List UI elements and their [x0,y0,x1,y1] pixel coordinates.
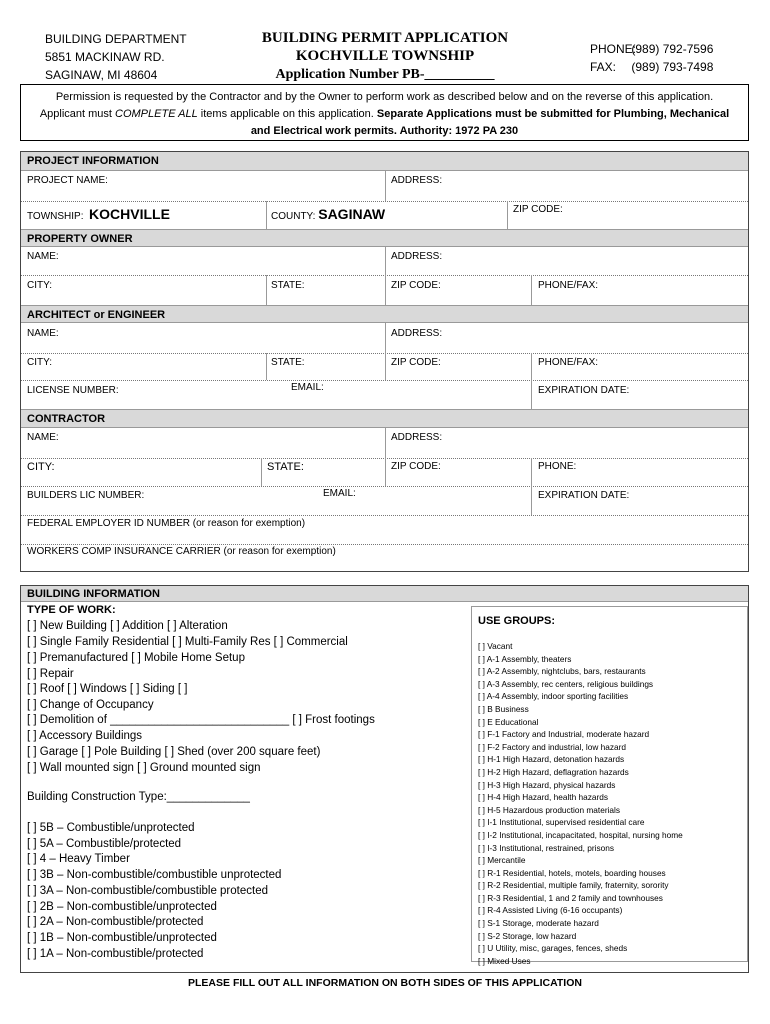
township-value: KOCHVILLE [89,206,170,222]
use-group-option[interactable]: [ ] S-1 Storage, moderate hazard [478,918,599,929]
project-heading: PROJECT INFORMATION [21,152,748,171]
owner-city-field[interactable]: CITY: [27,280,53,291]
use-group-option[interactable]: [ ] S-2 Storage, low hazard [478,930,577,941]
use-group-option[interactable]: [ ] F-1 Factory and Industrial, moderate hazard [478,729,650,740]
building-heading: BUILDING INFORMATION [21,586,748,602]
building-info-section [20,585,749,973]
fax-number: (989) 793-7498 [631,60,714,74]
construction-type-option[interactable]: [ ] 2B – Non-combustible/unprotected [27,901,217,913]
architect-license-field[interactable]: LICENSE NUMBER: [27,385,119,396]
architect-email-field[interactable]: EMAIL: [291,382,324,393]
workers-comp-field[interactable]: WORKERS COMP INSURANCE CARRIER (or reason for exemption) [27,546,336,557]
construction-type-option[interactable]: [ ] 3A – Non-combustible/combustible protected [27,885,268,897]
form-title: BUILDING PERMIT APPLICATION [261,30,509,46]
use-group-option[interactable]: [ ] I-2 Institutional, incapacitated, hospital, nursing home [478,829,683,840]
owner-zip-field[interactable]: ZIP CODE: [391,280,441,291]
construction-type-option[interactable]: [ ] 4 – Heavy Timber [27,853,130,865]
contractor-email-field[interactable]: EMAIL: [323,488,356,499]
contractor-heading: CONTRACTOR [21,409,748,428]
phone-number: (989) 792-7596 [631,42,714,56]
dept-street: 5851 MACKINAW RD. [45,50,165,64]
form-title-block [240,29,530,85]
use-group-option[interactable]: [ ] E Educational [478,716,539,727]
use-group-option[interactable]: [ ] H-5 Hazardous production materials [478,804,621,815]
project-name-field[interactable]: PROJECT NAME: [27,175,108,186]
construction-type-option[interactable]: [ ] 1A – Non-combustible/protected [27,948,204,960]
applicant-info-section [20,151,749,572]
use-group-option[interactable]: [ ] A-3 Assembly, rec centers, religious buildings [478,678,654,689]
fein-field[interactable]: FEDERAL EMPLOYER ID NUMBER (or reason for exemption) [27,518,306,529]
use-group-option[interactable]: [ ] Vacant [478,641,513,651]
permission-statement [20,84,749,141]
permission-text: items applicable on this application. [197,108,377,120]
footer-notice: PLEASE FILL OUT ALL INFORMATION ON BOTH SIDES OF THIS APPLICATION [188,977,582,989]
dept-name: BUILDING DEPARTMENT [45,32,187,46]
architect-zip-field[interactable]: ZIP CODE: [391,357,441,368]
work-option-line[interactable]: [ ] Roof [ ] Windows [ ] Siding [ ] [27,683,188,695]
work-option-line[interactable]: [ ] Single Family Residential [ ] Multi-Family Res [ ] Commercial [27,636,348,648]
architect-heading: ARCHITECT or ENGINEER [21,305,748,323]
use-group-option[interactable]: [ ] F-2 Factory and industrial, low hazard [478,741,627,752]
architect-address-field[interactable]: ADDRESS: [391,328,443,339]
use-group-option[interactable]: [ ] B Business [478,703,529,714]
county-value: SAGINAW [318,206,386,222]
type-of-work-label: TYPE OF WORK: [27,604,116,616]
use-group-option[interactable]: [ ] R-4 Assisted Living (6-16 occupants) [478,905,623,916]
contractor-phone-field[interactable]: PHONE: [538,461,577,472]
use-group-option[interactable]: [ ] R-2 Residential, multiple family, fraternity, sorority [478,880,669,891]
construction-type-option[interactable]: [ ] 5B – Combustible/unprotected [27,822,195,834]
work-option-line[interactable]: [ ] Demolition of ____________________________ [ ] Frost footings [27,714,375,726]
use-group-option[interactable]: [ ] H-2 High Hazard, deflagration hazards [478,766,629,777]
township-label: TOWNSHIP: [27,211,84,222]
contractor-state-field[interactable]: STATE: [267,461,304,473]
contractor-city-field[interactable]: CITY: [27,461,55,473]
architect-state-field[interactable]: STATE: [271,357,305,368]
phone-label: PHONE: [590,42,637,56]
use-group-option[interactable]: [ ] I-1 Institutional, supervised residential care [478,817,645,828]
owner-address-field[interactable]: ADDRESS: [391,251,443,262]
use-group-option[interactable]: [ ] R-3 Residential, 1 and 2 family and townhouses [478,892,663,903]
permission-bold: Separate Applications must be submitted for Plumbing, Mechanical [376,108,730,120]
contractor-name-field[interactable]: NAME: [27,432,59,443]
construction-type-option[interactable]: [ ] 2A – Non-combustible/protected [27,916,204,928]
permission-line-1: Permission is requested by the Contractor and by the Owner to perform work as described below and on the reverse of this application. [55,91,714,103]
contractor-zip-field[interactable]: ZIP CODE: [391,461,441,472]
construction-type-option[interactable]: [ ] 5A – Combustible/protected [27,838,182,850]
contractor-expiration-field[interactable]: EXPIRATION DATE: [538,490,630,501]
use-group-option[interactable]: [ ] U Utility, misc, garages, fences, sheds [478,943,628,954]
owner-heading: PROPERTY OWNER [21,229,748,247]
builders-license-field[interactable]: BUILDERS LIC NUMBER: [27,490,145,501]
use-group-option[interactable]: [ ] H-4 High Hazard, health hazards [478,792,609,803]
use-group-option[interactable]: [ ] H-3 High Hazard, physical hazards [478,779,616,790]
permission-emphasis: COMPLETE ALL [115,108,198,120]
work-option-line[interactable]: [ ] Premanufactured [ ] Mobile Home Setup [27,652,245,664]
construction-type-option[interactable]: [ ] 1B – Non-combustible/unprotected [27,932,217,944]
work-option-line[interactable]: [ ] Repair [27,668,74,680]
township-title: KOCHVILLE TOWNSHIP [295,48,475,64]
use-group-option[interactable]: [ ] Mixed Uses [478,955,531,966]
architect-expiration-field[interactable]: EXPIRATION DATE: [538,385,630,396]
work-option-line[interactable]: [ ] New Building [ ] Addition [ ] Alteration [27,620,228,632]
owner-name-field[interactable]: NAME: [27,251,59,262]
use-groups-label: USE GROUPS: [478,615,556,627]
fax-label: FAX: [590,60,617,74]
architect-name-field[interactable]: NAME: [27,328,59,339]
use-group-option[interactable]: [ ] I-3 Institutional, restrained, prisons [478,842,615,853]
architect-city-field[interactable]: CITY: [27,357,53,368]
work-option-line[interactable]: [ ] Wall mounted sign [ ] Ground mounted sign [27,762,261,774]
use-group-option[interactable]: [ ] A-1 Assembly, theaters [478,653,572,664]
county-label: COUNTY: [271,211,316,222]
project-zip-field[interactable]: ZIP CODE: [513,204,563,215]
contractor-address-field[interactable]: ADDRESS: [391,432,443,443]
use-group-option[interactable]: [ ] H-1 High Hazard, detonation hazards [478,754,625,765]
use-group-option[interactable]: [ ] A-4 Assembly, indoor sporting facilities [478,691,629,702]
use-groups-panel [471,606,748,966]
owner-state-field[interactable]: STATE: [271,280,305,291]
use-group-option[interactable]: [ ] R-1 Residential, hotels, motels, boarding houses [478,867,666,878]
permission-line-2 [21,106,748,123]
township-field[interactable] [27,206,170,222]
work-option-line[interactable]: [ ] Accessory Buildings [27,730,143,742]
application-number[interactable]: Application Number PB-__________ [275,67,495,82]
department-address [45,30,187,84]
construction-type-option[interactable]: [ ] 3B – Non-combustible/combustible unprotected [27,869,282,881]
owner-phone-field[interactable]: PHONE/FAX: [538,280,599,291]
permission-line-3: and Electrical work permits. Authority: 1972 PA 230 [250,125,519,137]
contact-block [590,40,713,76]
project-address-field[interactable]: ADDRESS: [391,175,443,186]
work-option-line[interactable]: [ ] Change of Occupancy [27,699,154,711]
work-option-line[interactable]: [ ] Garage [ ] Pole Building [ ] Shed (over 200 square feet) [27,746,321,758]
county-field[interactable] [271,206,385,222]
use-groups-list [478,640,683,967]
construction-type-field[interactable]: Building Construction Type:_____________ [27,791,250,803]
use-group-option[interactable]: [ ] A-2 Assembly, nightclubs, bars, restaurants [478,666,646,677]
architect-phone-field[interactable]: PHONE/FAX: [538,357,599,368]
permission-text: Applicant must [39,108,116,120]
use-group-option[interactable]: [ ] Mercantile [478,855,526,866]
dept-city: SAGINAW, MI 48604 [45,68,158,82]
